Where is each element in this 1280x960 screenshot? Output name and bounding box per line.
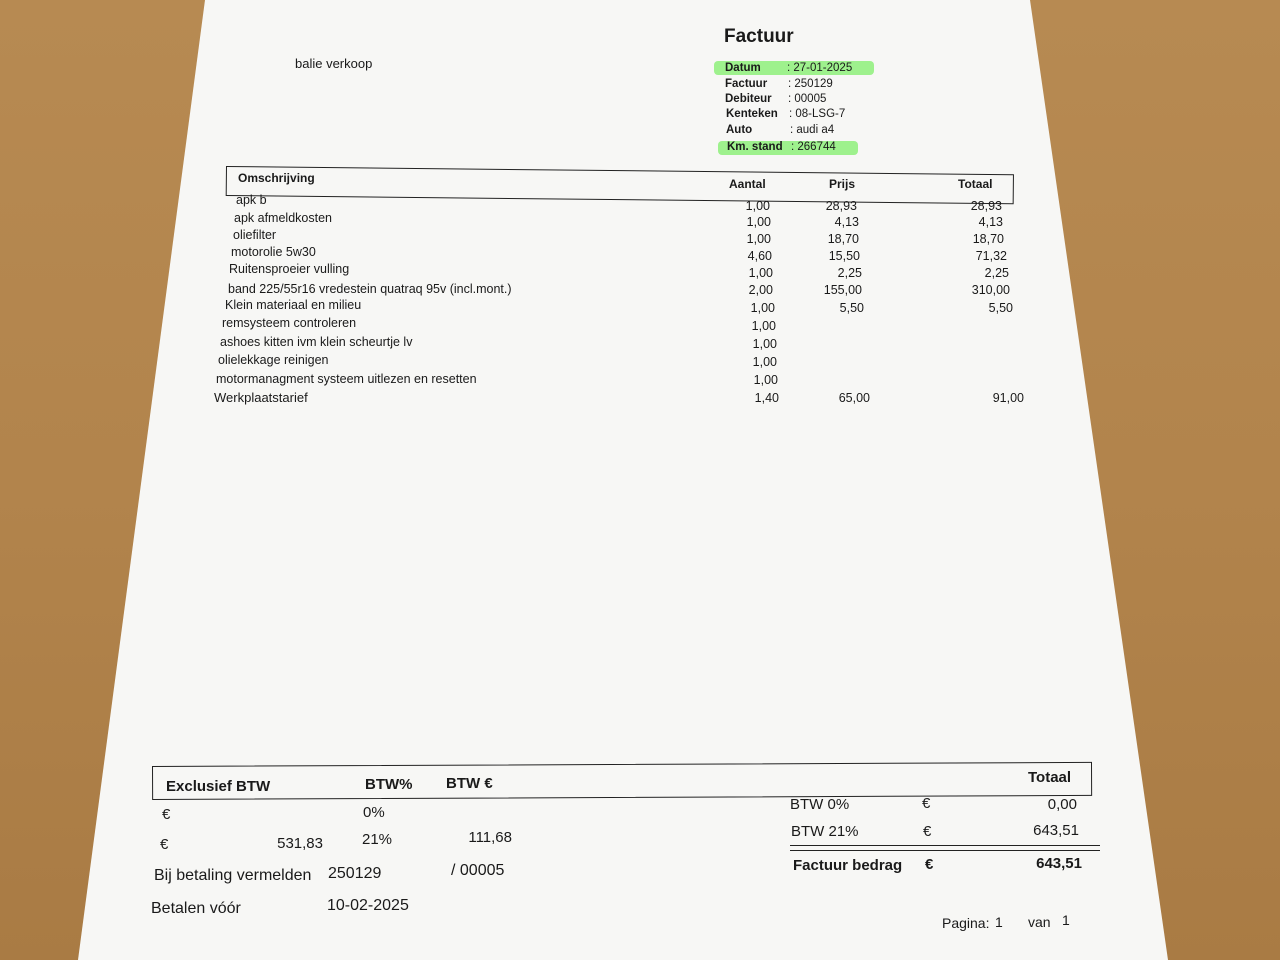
row-total: 5,50: [988, 301, 1013, 315]
meta-label-factuur: Factuur: [725, 78, 768, 90]
row-total: 71,32: [975, 249, 1007, 263]
row-qty: 1,00: [748, 266, 773, 280]
page-number: 1: [995, 914, 1003, 930]
page-of-label: van: [1028, 914, 1051, 930]
col-header-description: Omschrijving: [238, 171, 315, 185]
summary-header-total: Totaal: [1028, 769, 1072, 786]
meta-label-datum: Datum: [725, 62, 761, 74]
invoice-title: Factuur: [724, 26, 794, 47]
pay-before-date: 10-02-2025: [327, 897, 409, 914]
row-qty: 1,00: [745, 199, 770, 213]
total-currency-btw21: €: [923, 823, 932, 840]
vat-row-amount: 531,83: [277, 835, 323, 852]
row-description: apk afmeldkosten: [234, 211, 332, 225]
row-qty: 1,00: [752, 337, 777, 351]
summary-header-btw-pct: BTW%: [365, 776, 413, 793]
summary-header-btw-eur: BTW €: [446, 775, 493, 792]
summary-header-box: [152, 762, 1092, 800]
vat-row-pct: 21%: [362, 831, 393, 848]
total-value-btw0: 0,00: [1047, 796, 1077, 813]
col-header-qty: Aantal: [729, 177, 766, 191]
row-price: 28,93: [825, 199, 857, 213]
vat-row-pct: 0%: [363, 804, 385, 821]
invoice-total-label: Factuur bedrag: [793, 857, 903, 874]
row-description: olielekkage reinigen: [218, 353, 329, 367]
row-qty: 1,00: [753, 373, 778, 387]
total-currency-btw0: €: [922, 795, 931, 812]
total-label-btw0: BTW 0%: [790, 796, 850, 813]
payment-reference-debtor: / 00005: [451, 862, 505, 879]
meta-value-auto: : audi a4: [790, 124, 835, 136]
row-total: 2,25: [984, 266, 1009, 280]
row-description: Ruitensproeier vulling: [229, 262, 350, 276]
row-description: ashoes kitten ivm klein scheurtje lv: [220, 335, 413, 349]
meta-label-debiteur: Debiteur: [725, 93, 772, 105]
row-description: oliefilter: [233, 228, 277, 242]
col-header-price: Prijs: [829, 177, 856, 191]
meta-value-datum: : 27-01-2025: [787, 62, 853, 74]
total-label-btw21: BTW 21%: [791, 823, 859, 840]
row-price: 2,25: [837, 266, 862, 280]
row-total: 18,70: [972, 232, 1004, 246]
vat-row-currency: €: [160, 836, 169, 853]
row-price: 155,00: [823, 283, 862, 297]
row-description: motormanagment systeem uitlezen en resetten: [216, 372, 477, 386]
meta-label-kenteken: Kenteken: [726, 108, 778, 120]
row-qty: 1,00: [752, 355, 777, 369]
meta-value-kenteken: : 08-LSG-7: [789, 108, 846, 120]
summary-header-excl: Exclusief BTW: [166, 778, 271, 795]
total-value-btw21: 643,51: [1033, 822, 1079, 839]
row-description: band 225/55r16 vredestein quatraq 95v (incl.mont.): [228, 282, 512, 296]
pay-before-label: Betalen vóór: [151, 900, 241, 917]
page-label: Pagina:: [942, 915, 990, 931]
payment-reference-label: Bij betaling vermelden: [154, 867, 312, 884]
row-total: 310,00: [971, 283, 1010, 297]
vat-row-currency: €: [162, 806, 171, 823]
meta-label-auto: Auto: [726, 124, 753, 136]
row-total: 28,93: [970, 199, 1002, 213]
row-price: 5,50: [839, 301, 864, 315]
row-qty: 1,00: [746, 232, 771, 246]
row-qty: 1,40: [754, 391, 779, 405]
row-price: 18,70: [827, 232, 859, 246]
meta-value-factuur: : 250129: [788, 78, 833, 90]
vat-row-vat: 111,68: [468, 829, 512, 846]
invoice-total-value: 643,51: [1036, 855, 1082, 872]
row-total: 4,13: [978, 215, 1003, 229]
meta-value-debiteur: : 00005: [788, 93, 827, 105]
row-price: 4,13: [834, 215, 859, 229]
row-qty: 4,60: [747, 249, 772, 263]
row-description: motorolie 5w30: [231, 245, 316, 259]
row-description: apk b: [236, 193, 267, 207]
row-description: Werkplaatstarief: [214, 390, 308, 405]
row-total: 91,00: [992, 391, 1024, 405]
row-description: Klein materiaal en milieu: [225, 298, 362, 312]
row-qty: 1,00: [746, 215, 771, 229]
col-header-total: Totaal: [958, 177, 993, 191]
invoice-total-currency: €: [925, 856, 934, 873]
row-description: remsysteem controleren: [222, 316, 357, 330]
meta-value-km-stand: : 266744: [791, 141, 836, 153]
row-qty: 2,00: [748, 283, 773, 297]
row-qty: 1,00: [751, 319, 776, 333]
row-price: 15,50: [828, 249, 860, 263]
payment-reference-invoice: 250129: [328, 865, 382, 882]
meta-label-km-stand: Km. stand: [727, 141, 783, 153]
department-label: balie verkoop: [295, 56, 373, 71]
row-qty: 1,00: [750, 301, 775, 315]
row-price: 65,00: [838, 391, 870, 405]
total-double-underline: [790, 845, 1100, 851]
page-total: 1: [1062, 912, 1070, 928]
